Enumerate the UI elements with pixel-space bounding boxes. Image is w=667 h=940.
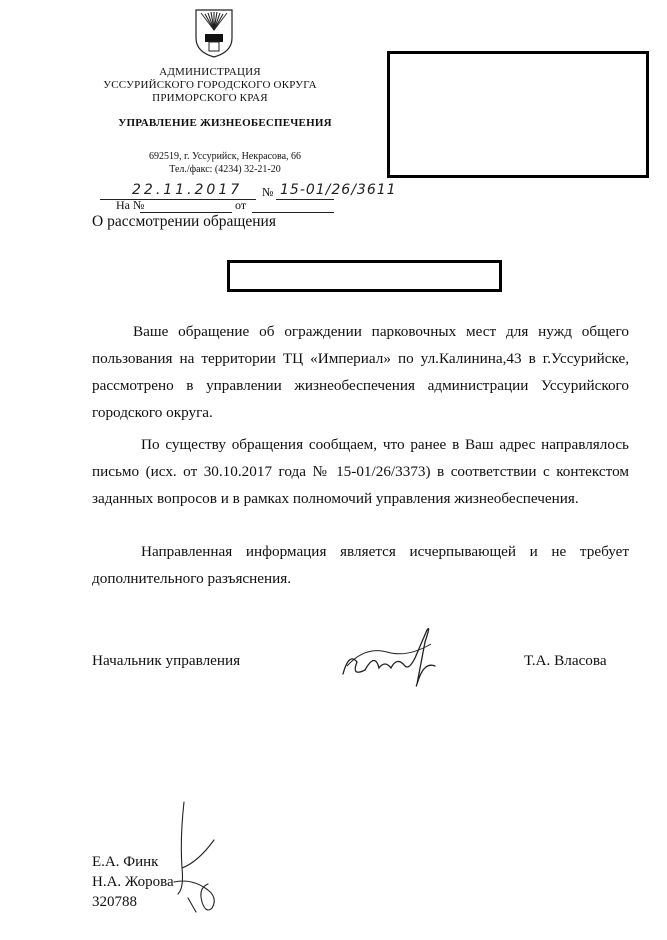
executor-phone: 320788 — [92, 894, 137, 910]
redacted-addressee — [227, 260, 502, 292]
signatory-name: Т.А. Власова — [524, 652, 607, 669]
letterhead-phone: Тел./факс: (4234) 32-21-20 — [169, 164, 281, 175]
coat-of-arms-emblem — [193, 8, 235, 58]
executor-signature — [168, 798, 228, 918]
redacted-recipient-block — [387, 51, 649, 178]
reg-date-handwritten: 22.11.2017 — [132, 182, 243, 198]
paragraph-1: Ваше обращение об ограждении парковочных мест для нужд общего пользования на территории ТЦ «Империал» по ул.Калинина,43 в г.Уссурийске, рассмотрено в управлении жизнеобеспечения администрации Уссурийского городского округа. — [92, 323, 629, 421]
letter-subject: О рассмотрении обращения — [92, 213, 276, 230]
letterhead-line-1: АДМИНИСТРАЦИЯ — [159, 66, 261, 78]
ref-number-label: На № — [116, 198, 145, 212]
handwritten-signature — [335, 622, 445, 692]
reg-number-handwritten: 15-01/26/3611 — [280, 182, 397, 198]
reg-number-underline — [276, 199, 334, 200]
ref-from-label: от — [235, 198, 247, 212]
reg-number-label: № — [262, 185, 274, 199]
letterhead-address: 692519, г. Уссурийск, Некрасова, 66 — [148, 151, 302, 162]
paragraph-3: Направленная информация является исчерпывающей и не требует дополнительного разъяснения. — [92, 543, 629, 587]
letterhead-line-2: УССУРИЙСКОГО ГОРОДСКОГО ОКРУГА — [103, 79, 317, 91]
signatory-title: Начальник управления — [92, 652, 241, 669]
paragraph-2: По существу обращения сообщаем, что ранее в Ваш адрес направлялось письмо (исх. от 30.10.2017 года № 15-01/26/3373) в соответствии с контекстом заданных вопросов и в рамках полномочий управления жизнеобеспечения. — [92, 436, 629, 507]
department-name: УПРАВЛЕНИЕ ЖИЗНЕОБЕСПЕЧЕНИЯ — [118, 117, 332, 129]
executor-1: Е.А. Финк — [92, 854, 159, 870]
executor-2: Н.А. Жорова — [92, 874, 174, 890]
letterhead-line-3: ПРИМОРСКОГО КРАЯ — [152, 92, 268, 104]
